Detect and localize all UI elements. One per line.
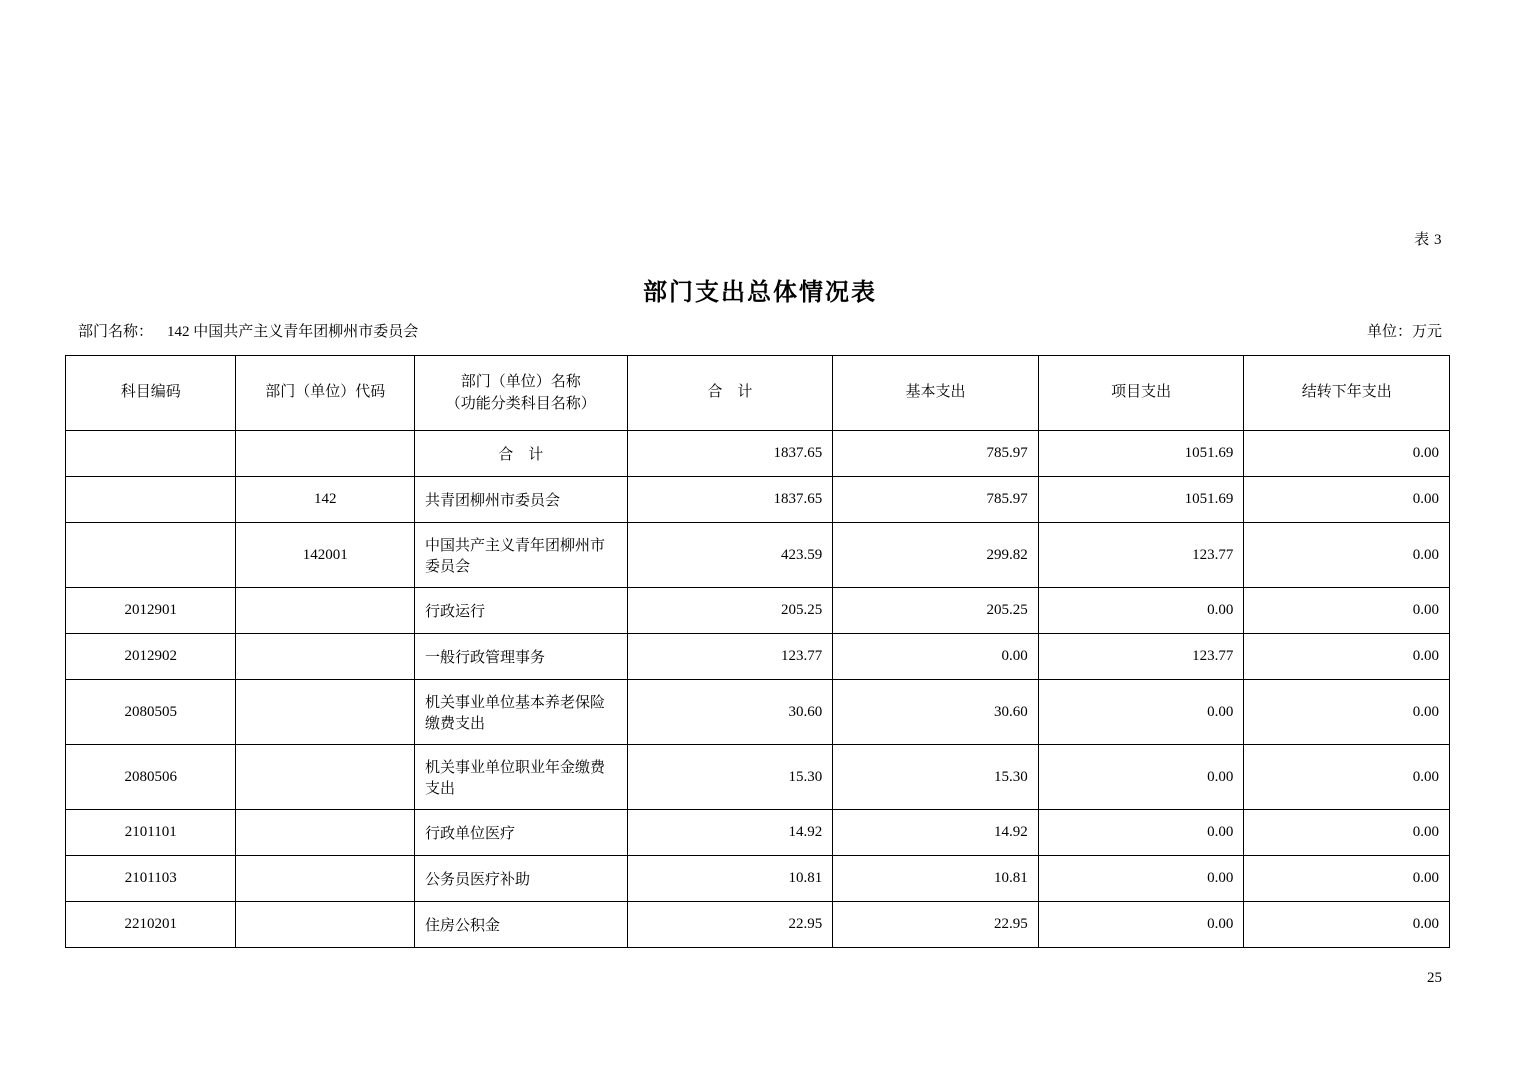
cell-basic: 205.25	[833, 588, 1039, 634]
cell-total: 10.81	[627, 856, 833, 902]
column-header-unit-code: 部门（单位）代码	[236, 356, 415, 431]
cell-total: 1837.65	[627, 431, 833, 477]
cell-code: 2101101	[66, 810, 236, 856]
unit-note: 单位：万元	[1366, 324, 1442, 340]
table-row	[66, 634, 1450, 680]
column-header-unit-name-line2: （功能分类科目名称）	[445, 396, 596, 412]
cell-code: 2210201	[66, 902, 236, 948]
cell-project: 123.77	[1038, 634, 1244, 680]
table-row	[66, 902, 1450, 948]
column-header-unit-name	[415, 356, 628, 431]
department-name-label: 部门名称：	[78, 324, 154, 340]
table-row	[66, 810, 1450, 856]
column-header-code: 科目编码	[66, 356, 236, 431]
cell-code: 2080506	[66, 745, 236, 810]
cell-code: 2012902	[66, 634, 236, 680]
cell-unit-code	[236, 810, 415, 856]
cell-carryover: 0.00	[1244, 745, 1450, 810]
cell-basic: 785.97	[833, 431, 1039, 477]
cell-code: 2012901	[66, 588, 236, 634]
cell-basic: 0.00	[833, 634, 1039, 680]
table-row	[66, 856, 1450, 902]
cell-project: 0.00	[1038, 902, 1244, 948]
cell-unit-code	[236, 902, 415, 948]
cell-basic: 10.81	[833, 856, 1039, 902]
cell-unit-name: 机关事业单位职业年金缴费支出	[415, 745, 628, 810]
cell-code	[66, 477, 236, 523]
column-header-project: 项目支出	[1038, 356, 1244, 431]
cell-basic: 14.92	[833, 810, 1039, 856]
page-title: 部门支出总体情况表	[643, 280, 877, 306]
cell-unit-code	[236, 431, 415, 477]
table-row	[66, 477, 1450, 523]
table-header	[66, 356, 1450, 431]
table-row	[66, 431, 1450, 477]
table-header-row	[66, 356, 1450, 431]
column-header-carryover: 结转下年支出	[1244, 356, 1450, 431]
cell-project: 0.00	[1038, 745, 1244, 810]
cell-project: 0.00	[1038, 856, 1244, 902]
table-row	[66, 745, 1450, 810]
cell-project: 1051.69	[1038, 431, 1244, 477]
cell-project: 0.00	[1038, 588, 1244, 634]
budget-table	[65, 355, 1450, 948]
department-name-block	[78, 320, 418, 341]
cell-carryover: 0.00	[1244, 588, 1450, 634]
cell-total: 14.92	[627, 810, 833, 856]
cell-unit-name: 合 计	[415, 431, 628, 477]
cell-unit-name: 一般行政管理事务	[415, 634, 628, 680]
cell-unit-code	[236, 680, 415, 745]
cell-total: 15.30	[627, 745, 833, 810]
cell-total: 1837.65	[627, 477, 833, 523]
column-header-total: 合 计	[627, 356, 833, 431]
cell-unit-code	[236, 745, 415, 810]
table-row	[66, 680, 1450, 745]
cell-project: 0.00	[1038, 810, 1244, 856]
cell-basic: 785.97	[833, 477, 1039, 523]
cell-code	[66, 431, 236, 477]
cell-project: 0.00	[1038, 680, 1244, 745]
column-header-unit-name-line1: 部门（单位）名称	[460, 373, 581, 390]
table-label: 表 3	[1414, 232, 1442, 248]
cell-carryover: 0.00	[1244, 856, 1450, 902]
cell-total: 123.77	[627, 634, 833, 680]
cell-unit-code	[236, 634, 415, 680]
cell-total: 30.60	[627, 680, 833, 745]
cell-carryover: 0.00	[1244, 431, 1450, 477]
page-number: 25	[1427, 970, 1442, 986]
cell-basic: 299.82	[833, 523, 1039, 588]
cell-unit-code: 142001	[236, 523, 415, 588]
cell-unit-name: 共青团柳州市委员会	[415, 477, 628, 523]
cell-project: 123.77	[1038, 523, 1244, 588]
cell-code	[66, 523, 236, 588]
cell-unit-name: 行政运行	[415, 588, 628, 634]
cell-carryover: 0.00	[1244, 634, 1450, 680]
cell-total: 205.25	[627, 588, 833, 634]
cell-unit-code	[236, 588, 415, 634]
meta-row	[78, 320, 1442, 342]
cell-carryover: 0.00	[1244, 523, 1450, 588]
cell-unit-code: 142	[236, 477, 415, 523]
cell-unit-code	[236, 856, 415, 902]
column-header-basic: 基本支出	[833, 356, 1039, 431]
cell-basic: 15.30	[833, 745, 1039, 810]
cell-code: 2101103	[66, 856, 236, 902]
cell-unit-name: 行政单位医疗	[415, 810, 628, 856]
cell-total: 22.95	[627, 902, 833, 948]
cell-unit-name: 公务员医疗补助	[415, 856, 628, 902]
cell-basic: 30.60	[833, 680, 1039, 745]
table-body	[66, 431, 1450, 948]
department-name-value: 142 中国共产主义青年团柳州市委员会	[167, 324, 419, 340]
cell-project: 1051.69	[1038, 477, 1244, 523]
cell-carryover: 0.00	[1244, 477, 1450, 523]
cell-unit-name: 机关事业单位基本养老保险缴费支出	[415, 680, 628, 745]
cell-unit-name: 住房公积金	[415, 902, 628, 948]
cell-code: 2080505	[66, 680, 236, 745]
cell-total: 423.59	[627, 523, 833, 588]
cell-unit-name: 中国共产主义青年团柳州市委员会	[415, 523, 628, 588]
cell-carryover: 0.00	[1244, 810, 1450, 856]
cell-basic: 22.95	[833, 902, 1039, 948]
table-row	[66, 523, 1450, 588]
cell-carryover: 0.00	[1244, 680, 1450, 745]
cell-carryover: 0.00	[1244, 902, 1450, 948]
table-row	[66, 588, 1450, 634]
